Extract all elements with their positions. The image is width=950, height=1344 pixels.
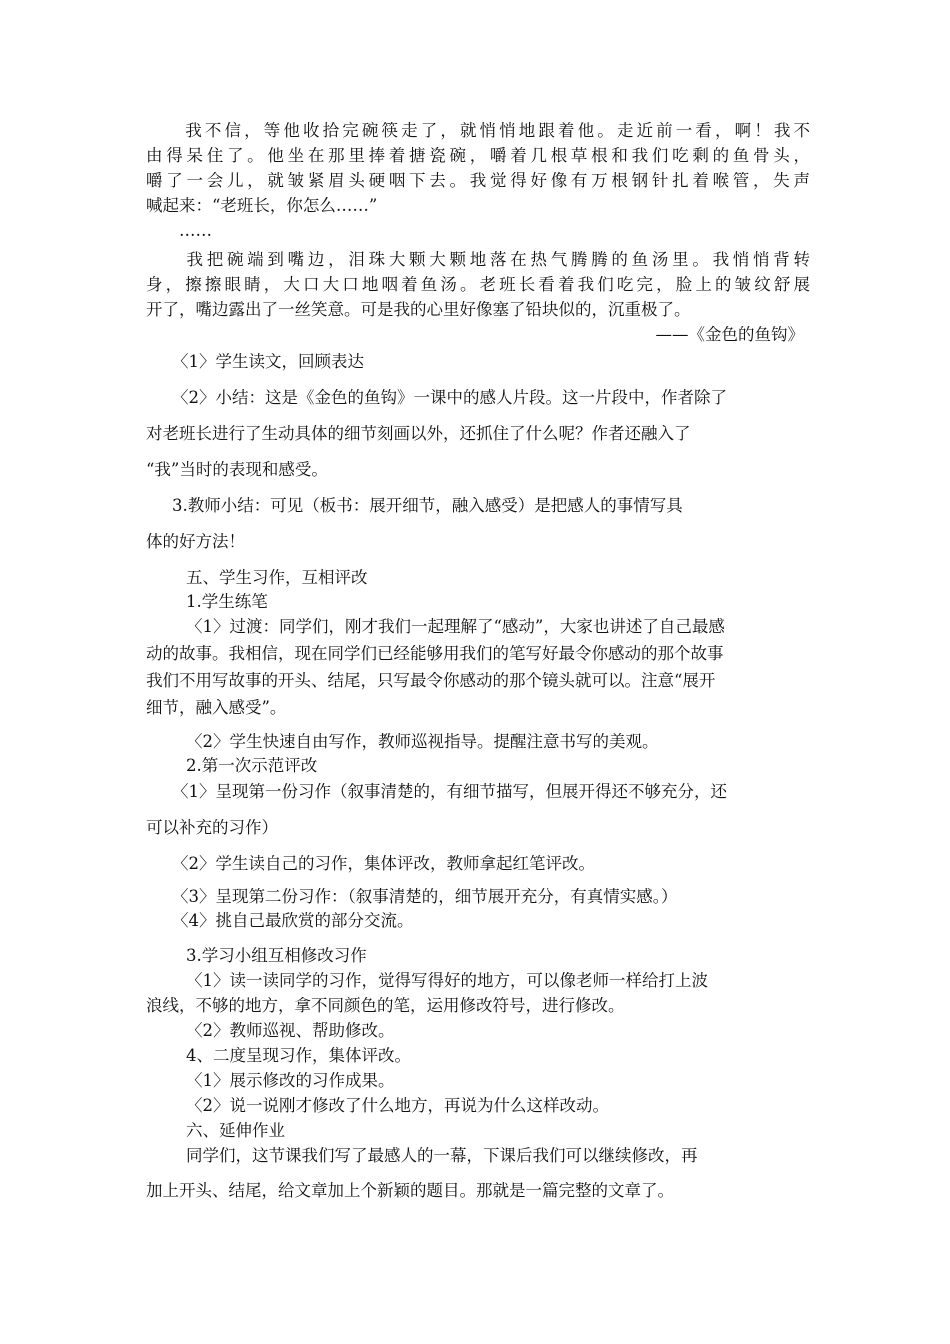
section-heading: 五、学生习作，互相评改 — [186, 568, 368, 587]
step-line: 〈2〉学生读自己的习作，集体评改，教师拿起红笔评改。 — [172, 854, 595, 873]
subsection-heading: 2.第一次示范评改 — [186, 756, 318, 775]
step-line: 〈1〉读一读同学的习作，觉得写得好的地方，可以像老师一样给打上波 — [186, 971, 708, 990]
step-line: 可以补充的习作） — [146, 818, 278, 837]
step-line: 〈1〉过渡：同学们，刚才我们一起理解了“感动”，大家也讲述了自己最感 — [186, 617, 725, 636]
step-line: 〈4〉挑自己最欣赏的部分交流。 — [172, 911, 414, 930]
step-line: 〈1〉学生读文，回顾表达 — [172, 352, 364, 371]
quote-line: 开了，嘴边露出了一丝笑意。可是我的心里好像塞了铅块似的，沉重极了。 — [146, 300, 691, 319]
step-line: 加上开头、结尾，给文章加上个新颖的题目。那就是一篇完整的文章了。 — [146, 1181, 674, 1200]
step-line: 〈1〉呈现第一份习作（叙事清楚的，有细节描写，但展开得还不够充分，还 — [172, 782, 727, 801]
step-line: 〈3〉呈现第二份习作：（叙事清楚的，细节展开充分，有真情实感。） — [172, 887, 678, 906]
quote-line: 身，擦擦眼睛，大口大口地咽着鱼汤。老班长看着我们吃完，脸上的皱纹舒展 — [146, 275, 810, 294]
step-line: 〈1〉展示修改的习作成果。 — [186, 1071, 395, 1090]
quote-line: 喊起来：“老班长，你怎么……” — [146, 196, 378, 215]
step-line: “我”当时的表现和感受。 — [146, 460, 328, 479]
quote-ellipsis: …… — [146, 221, 212, 240]
step-line: 体的好方法！ — [146, 532, 245, 551]
section-heading: 六、延伸作业 — [186, 1121, 285, 1140]
quote-line: 嚼了一会儿，就皱紧眉头硬咽下去。我觉得好像有万根钢针扎着喉管，失声 — [146, 171, 810, 190]
step-line: 我们不用写故事的开头、结尾，只写最令你感动的那个镜头就可以。注意“展开 — [146, 671, 716, 690]
step-line: 〈2〉说一说刚才修改了什么地方，再说为什么这样改动。 — [186, 1096, 609, 1115]
subsection-heading: 4、二度呈现习作，集体评改。 — [186, 1046, 411, 1065]
step-line: 动的故事。我相信，现在同学们已经能够用我们的笔写好最令你感动的那个故事 — [146, 644, 724, 663]
step-line: 浪线，不够的地方，拿不同颜色的笔，运用修改符号，进行修改。 — [146, 996, 625, 1015]
step-line: 〈2〉教师巡视、帮助修改。 — [186, 1021, 395, 1040]
quote-line: 由得呆住了。他坐在那里捧着搪瓷碗，嚼着几根草根和我们吃剩的鱼骨头， — [146, 146, 810, 165]
quote-source: ——《金色的鱼钩》 — [655, 325, 804, 344]
quote-line: 我不信，等他收拾完碗筷走了，就悄悄地跟着他。走近前一看，啊！我不 — [146, 121, 810, 140]
step-line: 3.教师小结：可见（板书：展开细节，融入感受）是把感人的事情写具 — [172, 496, 683, 515]
quote-line: 我把碗端到嘴边，泪珠大颗大颗地落在热气腾腾的鱼汤里。我悄悄背转 — [146, 250, 810, 269]
step-line: 细节，融入感受”。 — [146, 698, 287, 717]
subsection-heading: 3.学习小组互相修改习作 — [186, 946, 367, 965]
step-line: 同学们，这节课我们写了最感人的一幕，下课后我们可以继续修改，再 — [186, 1146, 698, 1165]
step-line: 对老班长进行了生动具体的细节刻画以外，还抓住了什么呢？作者还融入了 — [146, 424, 691, 443]
step-line: 〈2〉学生快速自由写作，教师巡视指导。提醒注意书写的美观。 — [186, 732, 659, 751]
subsection-heading: 1.学生练笔 — [186, 592, 268, 611]
step-line: 〈2〉小结：这是《金色的鱼钩》一课中的感人片段。这一片段中，作者除了 — [172, 388, 727, 407]
